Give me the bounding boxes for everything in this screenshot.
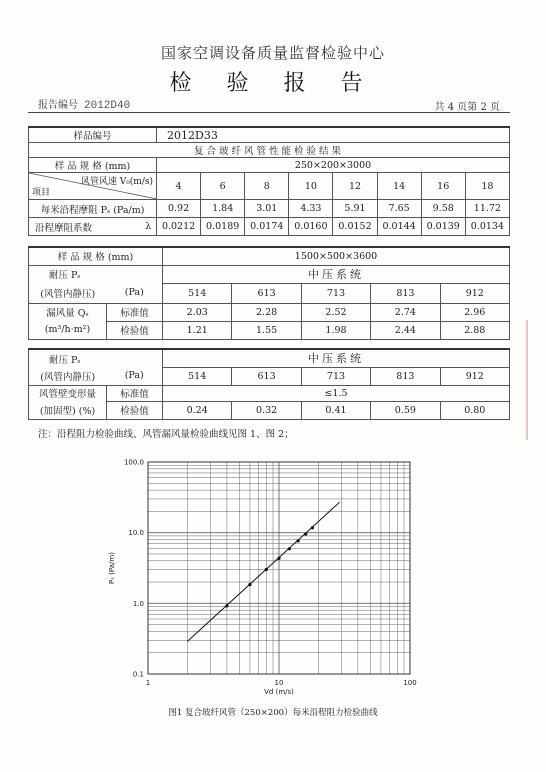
deform-test-cell: 0.59 <box>371 401 440 419</box>
report-number-label: 报告编号 <box>38 100 78 111</box>
speed-cell: 16 <box>421 173 465 200</box>
speed-cell: 4 <box>157 173 201 200</box>
deform-test-cell: 0.32 <box>232 401 301 419</box>
deform-test-cell: 0.24 <box>163 401 232 419</box>
deform-label: 风管壁变形量 <box>29 385 107 401</box>
friction-cell: 0.92 <box>157 200 201 218</box>
leak-test-cell: 2.88 <box>440 321 509 339</box>
y-tick-label: 0.1 <box>132 670 144 679</box>
friction-cell: 1.84 <box>201 200 245 218</box>
pressure-cell: 514 <box>163 283 232 303</box>
report-title: 检 验 报 告 <box>169 71 377 96</box>
coef-label: 沿程摩阻系数 <box>29 218 141 236</box>
coef-cell: 0.0139 <box>421 218 465 236</box>
leakage-table <box>28 246 510 340</box>
chart-grid <box>148 462 410 674</box>
std-label: 标准值 <box>107 385 163 401</box>
diagonal-header-cell <box>29 173 157 200</box>
pressure-cell: 912 <box>440 283 509 303</box>
data-point <box>248 583 251 586</box>
leak-std-cell: 2.74 <box>371 303 440 321</box>
spec-label: 样 品 规 格 (mm) <box>29 247 163 265</box>
x-tick-label: 1 <box>145 679 151 687</box>
pressure-unit: (Pa) <box>107 283 163 303</box>
leak-test-cell: 1.55 <box>232 321 301 339</box>
report-number-value: 2012D40 <box>84 100 131 112</box>
coef-cell: 0.0212 <box>157 218 201 236</box>
pressure-cell: 713 <box>301 283 370 303</box>
friction-cell: 5.91 <box>333 200 377 218</box>
sample-no-value: 2012D33 <box>157 127 510 143</box>
x-axis-label: Vd (m/s) <box>264 688 294 696</box>
pressure-cell: 613 <box>232 283 301 303</box>
spec-label: 样 品 规 格 (mm) <box>29 158 157 173</box>
pressure-cell: 813 <box>371 367 440 385</box>
sample-no-label: 样品编号 <box>29 127 157 143</box>
leak-test-cell: 1.21 <box>163 321 232 339</box>
report-number <box>38 96 130 112</box>
coef-cell: 0.0152 <box>333 218 377 236</box>
coef-cell: 0.0160 <box>289 218 333 236</box>
speed-cell: 10 <box>289 173 333 200</box>
speed-cell: 18 <box>465 173 509 200</box>
data-point <box>225 604 228 607</box>
y-tick-label: 1.0 <box>132 599 144 608</box>
leak-std-cell: 2.96 <box>440 303 509 321</box>
friction-table <box>28 126 510 236</box>
note: 注：沿程阻力检验曲线、风管漏风量检验曲线见图 1、图 2； <box>38 429 294 440</box>
item-label: 项目 <box>32 188 51 198</box>
stamp-mark <box>526 320 546 440</box>
chart-caption: 图1 复合玻纤风管（250×200）每米沿程阻力检验曲线 <box>168 708 378 718</box>
pressure-sub: (风管内静压) <box>29 367 107 385</box>
deform-test-cell: 0.41 <box>301 401 370 419</box>
y-tick-label: 10.0 <box>128 529 144 538</box>
data-point <box>265 568 268 571</box>
deformation-table <box>28 348 510 420</box>
pressure-class: 中压系统 <box>163 349 510 367</box>
pressure-cell: 713 <box>301 367 370 385</box>
friction-cell: 7.65 <box>377 200 421 218</box>
std-label: 标准值 <box>107 303 163 321</box>
y-tick-label: 100.0 <box>123 458 144 467</box>
pressure-class: 中压系统 <box>163 265 510 283</box>
leak-test-cell: 1.98 <box>301 321 370 339</box>
leak-std-cell: 2.03 <box>163 303 232 321</box>
pressure-cell: 912 <box>440 367 509 385</box>
speed-cell: 6 <box>201 173 245 200</box>
page-info: 共 4 页第 2 页 <box>434 102 500 113</box>
data-point <box>277 557 280 560</box>
friction-chart <box>100 452 440 702</box>
x-tick-label: 10 <box>274 679 284 687</box>
header-rule <box>28 112 510 113</box>
coef-cell: 0.0189 <box>201 218 245 236</box>
leak-label: 漏风量 Qₛ <box>29 303 107 321</box>
coef-cell: 0.0174 <box>245 218 289 236</box>
speed-cell: 14 <box>377 173 421 200</box>
deform-test-cell: 0.80 <box>440 401 509 419</box>
deform-unit: (加固型) (%) <box>29 401 107 419</box>
data-point <box>288 547 291 550</box>
friction-cell: 9.58 <box>421 200 465 218</box>
data-point <box>304 532 307 535</box>
friction-label: 每米沿程摩阻 Pₛ (Pa/m) <box>29 200 157 218</box>
pressure-cell: 813 <box>371 283 440 303</box>
section-title: 复合玻纤风管性能检验结果 <box>29 143 510 158</box>
pressure-cell: 514 <box>163 367 232 385</box>
pressure-label: 耐压 Pₛ <box>29 349 163 367</box>
pressure-sub: (风管内静压) <box>29 283 107 303</box>
coef-symbol: λ <box>141 218 157 236</box>
friction-cell: 11.72 <box>465 200 509 218</box>
pressure-label: 耐压 Pₛ <box>29 265 163 283</box>
leak-std-cell: 2.52 <box>301 303 370 321</box>
data-point <box>297 539 300 542</box>
speed-cell: 8 <box>245 173 289 200</box>
leak-unit: (m³/h·m²) <box>29 321 107 339</box>
leak-test-cell: 2.44 <box>371 321 440 339</box>
coef-cell: 0.0144 <box>377 218 421 236</box>
test-label: 检验值 <box>107 321 163 339</box>
organization-name: 国家空调设备质量监督检验中心 <box>160 44 385 62</box>
x-tick-label: 100 <box>403 679 417 687</box>
leak-std-cell: 2.28 <box>232 303 301 321</box>
speed-cell: 12 <box>333 173 377 200</box>
friction-cell: 4.33 <box>289 200 333 218</box>
data-point <box>311 526 314 529</box>
spec-value: 1500×500×3600 <box>163 247 510 265</box>
test-label: 检验值 <box>107 401 163 419</box>
speed-label: 风管风速 V₀(m/s) <box>80 177 154 187</box>
deform-std-value: ≤1.5 <box>163 385 510 401</box>
friction-cell: 3.01 <box>245 200 289 218</box>
pressure-unit: (Pa) <box>107 367 163 385</box>
pressure-cell: 613 <box>232 367 301 385</box>
y-axis-label: Pₛ (Pa/m) <box>108 552 116 584</box>
coef-cell: 0.0134 <box>465 218 509 236</box>
spec-value: 250×200×3000 <box>157 158 510 173</box>
